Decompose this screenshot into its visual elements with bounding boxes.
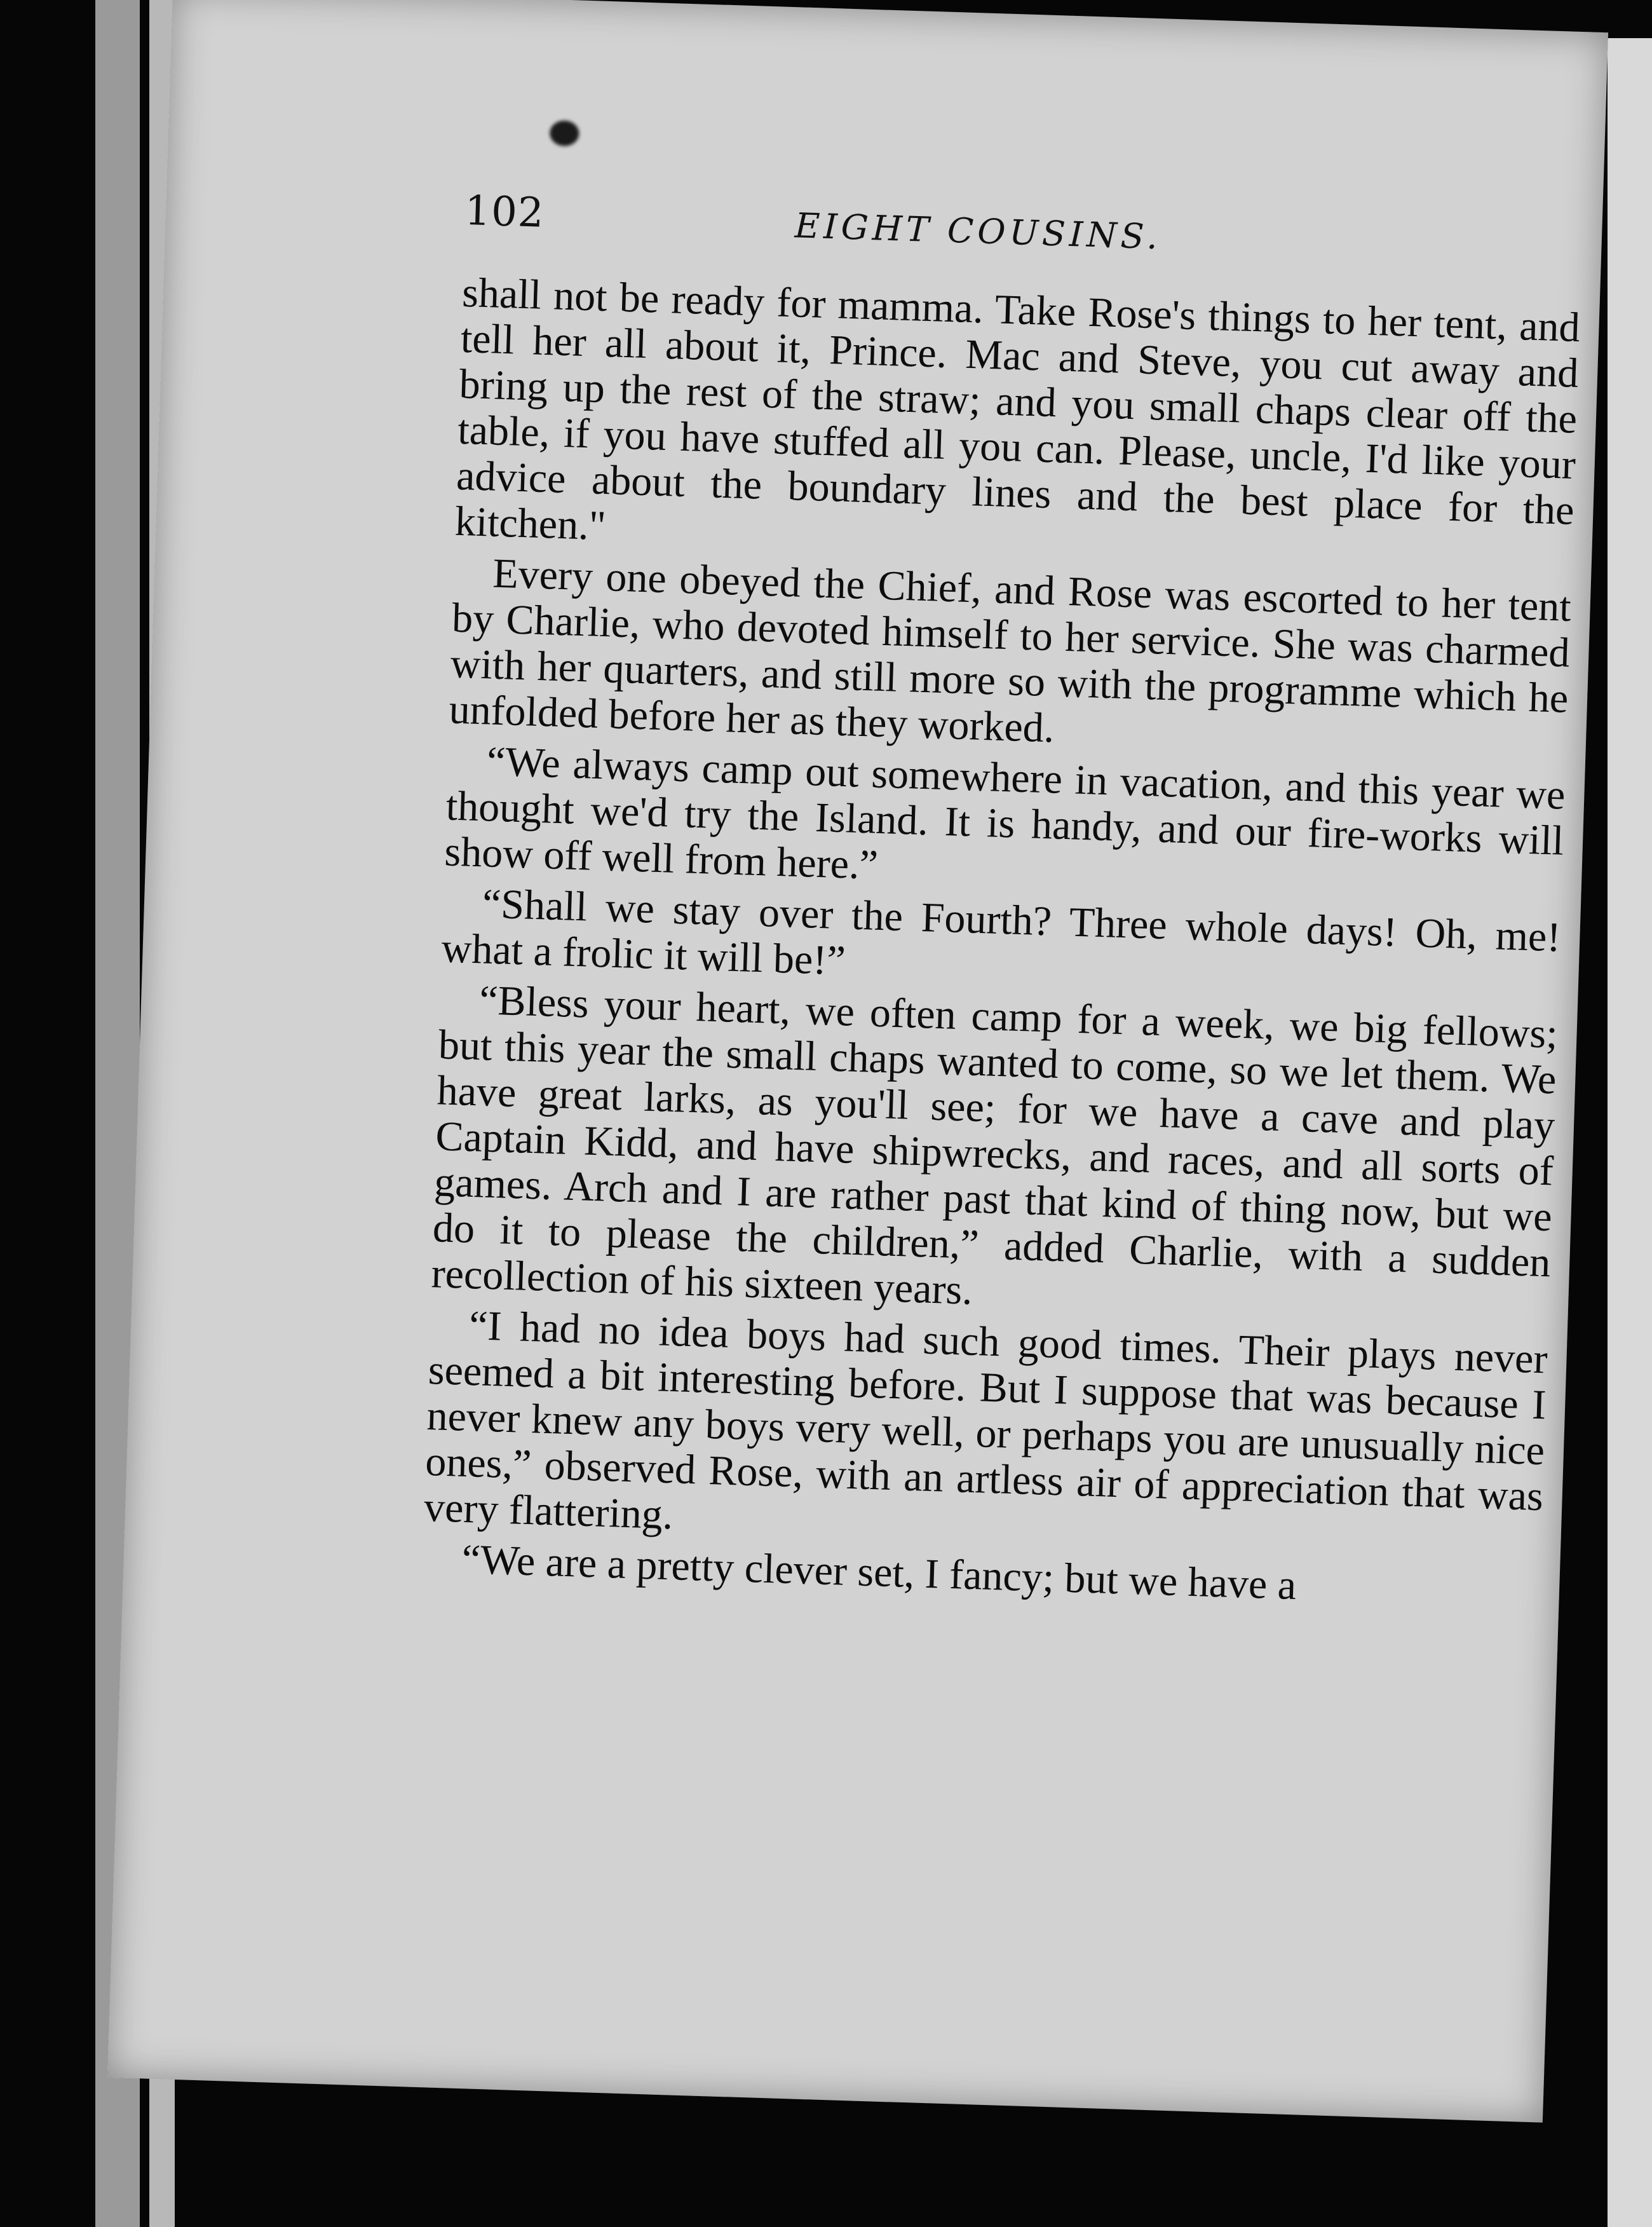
paragraph: “We always camp out somewhere in vacation, and this year we thought we'd try the Island. It is handy, and our fire-works will show off well from here.” [443,738,1566,889]
paragraph: “I had no idea boys had such good times. Their plays never seemed a bit interesting before. But I suppose that was because I never knew any boys very well, or perhaps you are unusually nice ones,” observed Rose, with an artless air of appreciation that was very flattering. [423,1302,1548,1539]
paragraph: “Shall we stay over the Fourth? Three whole days! Oh, me! what a frolic it will be!” [440,880,1562,984]
paragraph: shall not be ready for mamma. Take Rose's things to her tent, and tell her all about it, Prince. Mac and Steve, you cut away and bring up the rest of the straw; and you small chaps clear off the table, if you have stuffed all you can. Please, uncle, I'd like your advice about the boundary lines and the best place for the kitchen." [454,269,1581,550]
paragraph: “We are a pretty clever set, I fancy; but we have a [461,1536,1297,1609]
page-body [421,270,1580,1621]
page-number: 102 [464,187,545,237]
page-header [464,187,1583,280]
facing-page-edge [1608,38,1652,2227]
paragraph: Every one obeyed the Chief, and Rose was escorted to her tent by Charlie, who devoted himself to her service. She was charmed with her quarters, and still more so with the programme which he unfolded before her as they worked. [448,550,1572,752]
paragraph: “Bless your heart, we often camp for a week, we big fellows; but this year the small chaps wanted to come, so we let them. We have great larks, as you'll see; for we have a cave and play Captain Kidd, and have shipwrecks, and races, and all sorts of games. Arch and I are rather past that kind of thing now, but we do it to please the children,” added Charlie, with a sudden recollection of his sixteen years. [430,977,1559,1314]
ink-speck [550,120,579,146]
running-title: EIGHT COUSINS. [794,205,1162,257]
printed-page [107,0,1608,2123]
